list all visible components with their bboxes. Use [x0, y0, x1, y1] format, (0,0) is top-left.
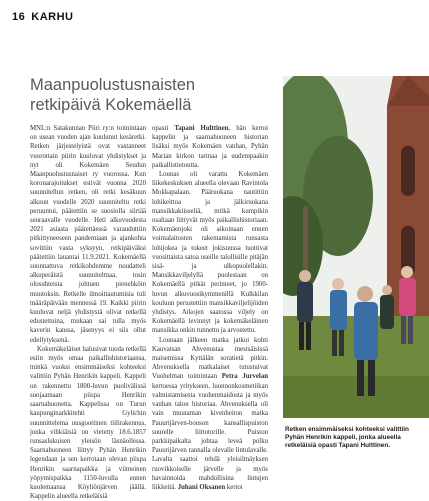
- chapel-window: [401, 146, 415, 196]
- paragraph: Lounas oli varattu Kokemäen liikekeskuksen alueella olevaan Ravintola Mokkapalaan. Pääruokana nautittiin lohikeittoa ja jälkiruokana mansikkakiisseliä, mitkä kumpikin osaltaan liittyvät myös paikallishistoriaan. Kokemäenjoki oli aikoinaan ennen voimalaitosten rakentamista runsasta lohijokea ja tokeet jokisuussa tuottivat vuosittaista satoa useille talollisille pitäjän sisä- ja ulkopuolellakin. Mansikkaviljelyllä puolestaan on Kokemäellä pitkät perinteet, jo 1900-luvun alkuvuosikymmenillä Kulkkilan kouluun perustettiin mansikkaviljelijöiden yhdistys. Aikojen saatossa viljely on Kokemäellä levinnyt ja kokemäkeläinen mansikka onkin tunnettu ja arvostettu.: [152, 171, 268, 335]
- page-number: 16: [12, 11, 26, 23]
- lawn-shadow: [283, 376, 429, 418]
- person-name: Petra Jurvelan: [221, 373, 268, 381]
- title-line-2: retkipäivä Kokemäellä: [30, 96, 192, 114]
- person-name: Juhani Oksanen: [177, 483, 226, 491]
- paragraph: opasti Tapani Hulttinen, hän kertoi kappelin ja saarnahuoneen historian lisäksi myös Kokemäen vanhan, Pyhän Marian kirkon tarinaa ja uudempaakin paikallistietoutta.: [152, 125, 268, 169]
- chapel-photo-illustration: [283, 76, 429, 418]
- article-column-2: [152, 124, 268, 492]
- page-header: [12, 10, 73, 24]
- title-line-1: Maanpuolustusnaisten: [30, 76, 196, 94]
- person-name: Tapani Hulttinen: [174, 125, 229, 132]
- photo-caption: Retken ensimmäiseksi kohteeksi valittiin Pyhän Henrikin kappeli, jonka alueella retkeläisiä opasti Tapani Hulttinen.: [285, 426, 409, 450]
- article-title: [30, 75, 270, 115]
- paragraph: Lounaan jälkeen matka jatkui kohti Kauvatsan Ahvenustaa mestsäisissä maisemissa Kyttälän soratietä pitkin. Ahvenuksella matkalaiset tutustuivat Vuohelman toimintaan Petra Jurvelan kertoessa yritykseen, luonnonkosmetiikan valmistamisesta vuohenmaidosta ja myös vanhan talon historiaa. Ahvenuksella oli vain muutaman kivenheiton matka Pauurijärven-bouson kansallispuiston suurelle liittotorille. Puiston parkkipaikalta johtaa leveä polku Pauurijärven rannalla olevalle lintulavalle. Lavalta saattoi tehdä yleisilmäyksen ruovikkoiselle järvelle ja myös havainnoida mahdollisina lintujen liikkeitä. Juhani Oksanen kertoi: [152, 336, 268, 491]
- article-column-1: [30, 124, 146, 501]
- article-photo: [283, 76, 429, 418]
- magazine-name: KARHU: [31, 11, 74, 23]
- paragraph: MNL:n Satakunnan Piiri ry:n toimintaan on usean vuoden ajan kuulunut kesäretki. Retken järjestelyistä ovat vastanneet vuorottain piirin kuuluvat yhdistykset ja nyt oli Kokemäen Seudun Maanpuolustusnaiset ry vuorossa. Kun koronarajoitukset estivät vuonna 2020 suunnitellun retken, oli retki kesäkuun alkuun vuodelle 2020 suunniteltu retki peruuntui, päätettiin se suosiolla siirtää seuraavalle vuodelle. Heti alkuvuodesta 2021 asiasta päätettäessä varauduttiin pitkittyneeseen pandemiaan ja ajankohta sovittiin vasta syksyyn, retkipäiväksi päätettiin lauantai 11.9.2021. Kokemäellä suunnattuva retkikohdemme noudatteli alkuperäistä suunnitelmaa, tosin olosuhteista johtuen pienehköin muutoksin. Retkelle ilmoittautumisia tuli määräpäivään mennessä 19. Kaikki piirin kuuluvat neljä yhdistystä olivat retkellä edustettuina, mukaan sai tulla myös kaverin kanssa, jäsenyys ei siis ollut edellytyksenä.: [30, 125, 146, 344]
- paragraph: Kokemäkeläiset halusivat tuoda retkellä esiin myös omaa paikallishistoriaansa, minkä vuoksi ensimmäiseksi kohteeksi valittiin Pyhän Henrikin kappeli. Kappeli on rakennettu 1800-luvun puolivälissä suojaamaan piispa Henrikin saarnahuonetta. Kappelissa on Turun kaupunginarkkitehti Gylichin suunnittelema uusgoottinen tiilirakennus, jonka vihkiäisiä on vietetty 18.6.1857 runsaslukuisen yleisön läsnäollessa. Saarnahuoneen liittyy Pyhän Henrikin legendaan ja sen kerrotaan olevan piispa Henrikin saarnapaikka ja viimeinen yöpymispaikka 1150-luvulla ennen kuolemaansa Köyliönjärven jäällä. Kappelin alueella retkeläisiä: [30, 345, 146, 501]
